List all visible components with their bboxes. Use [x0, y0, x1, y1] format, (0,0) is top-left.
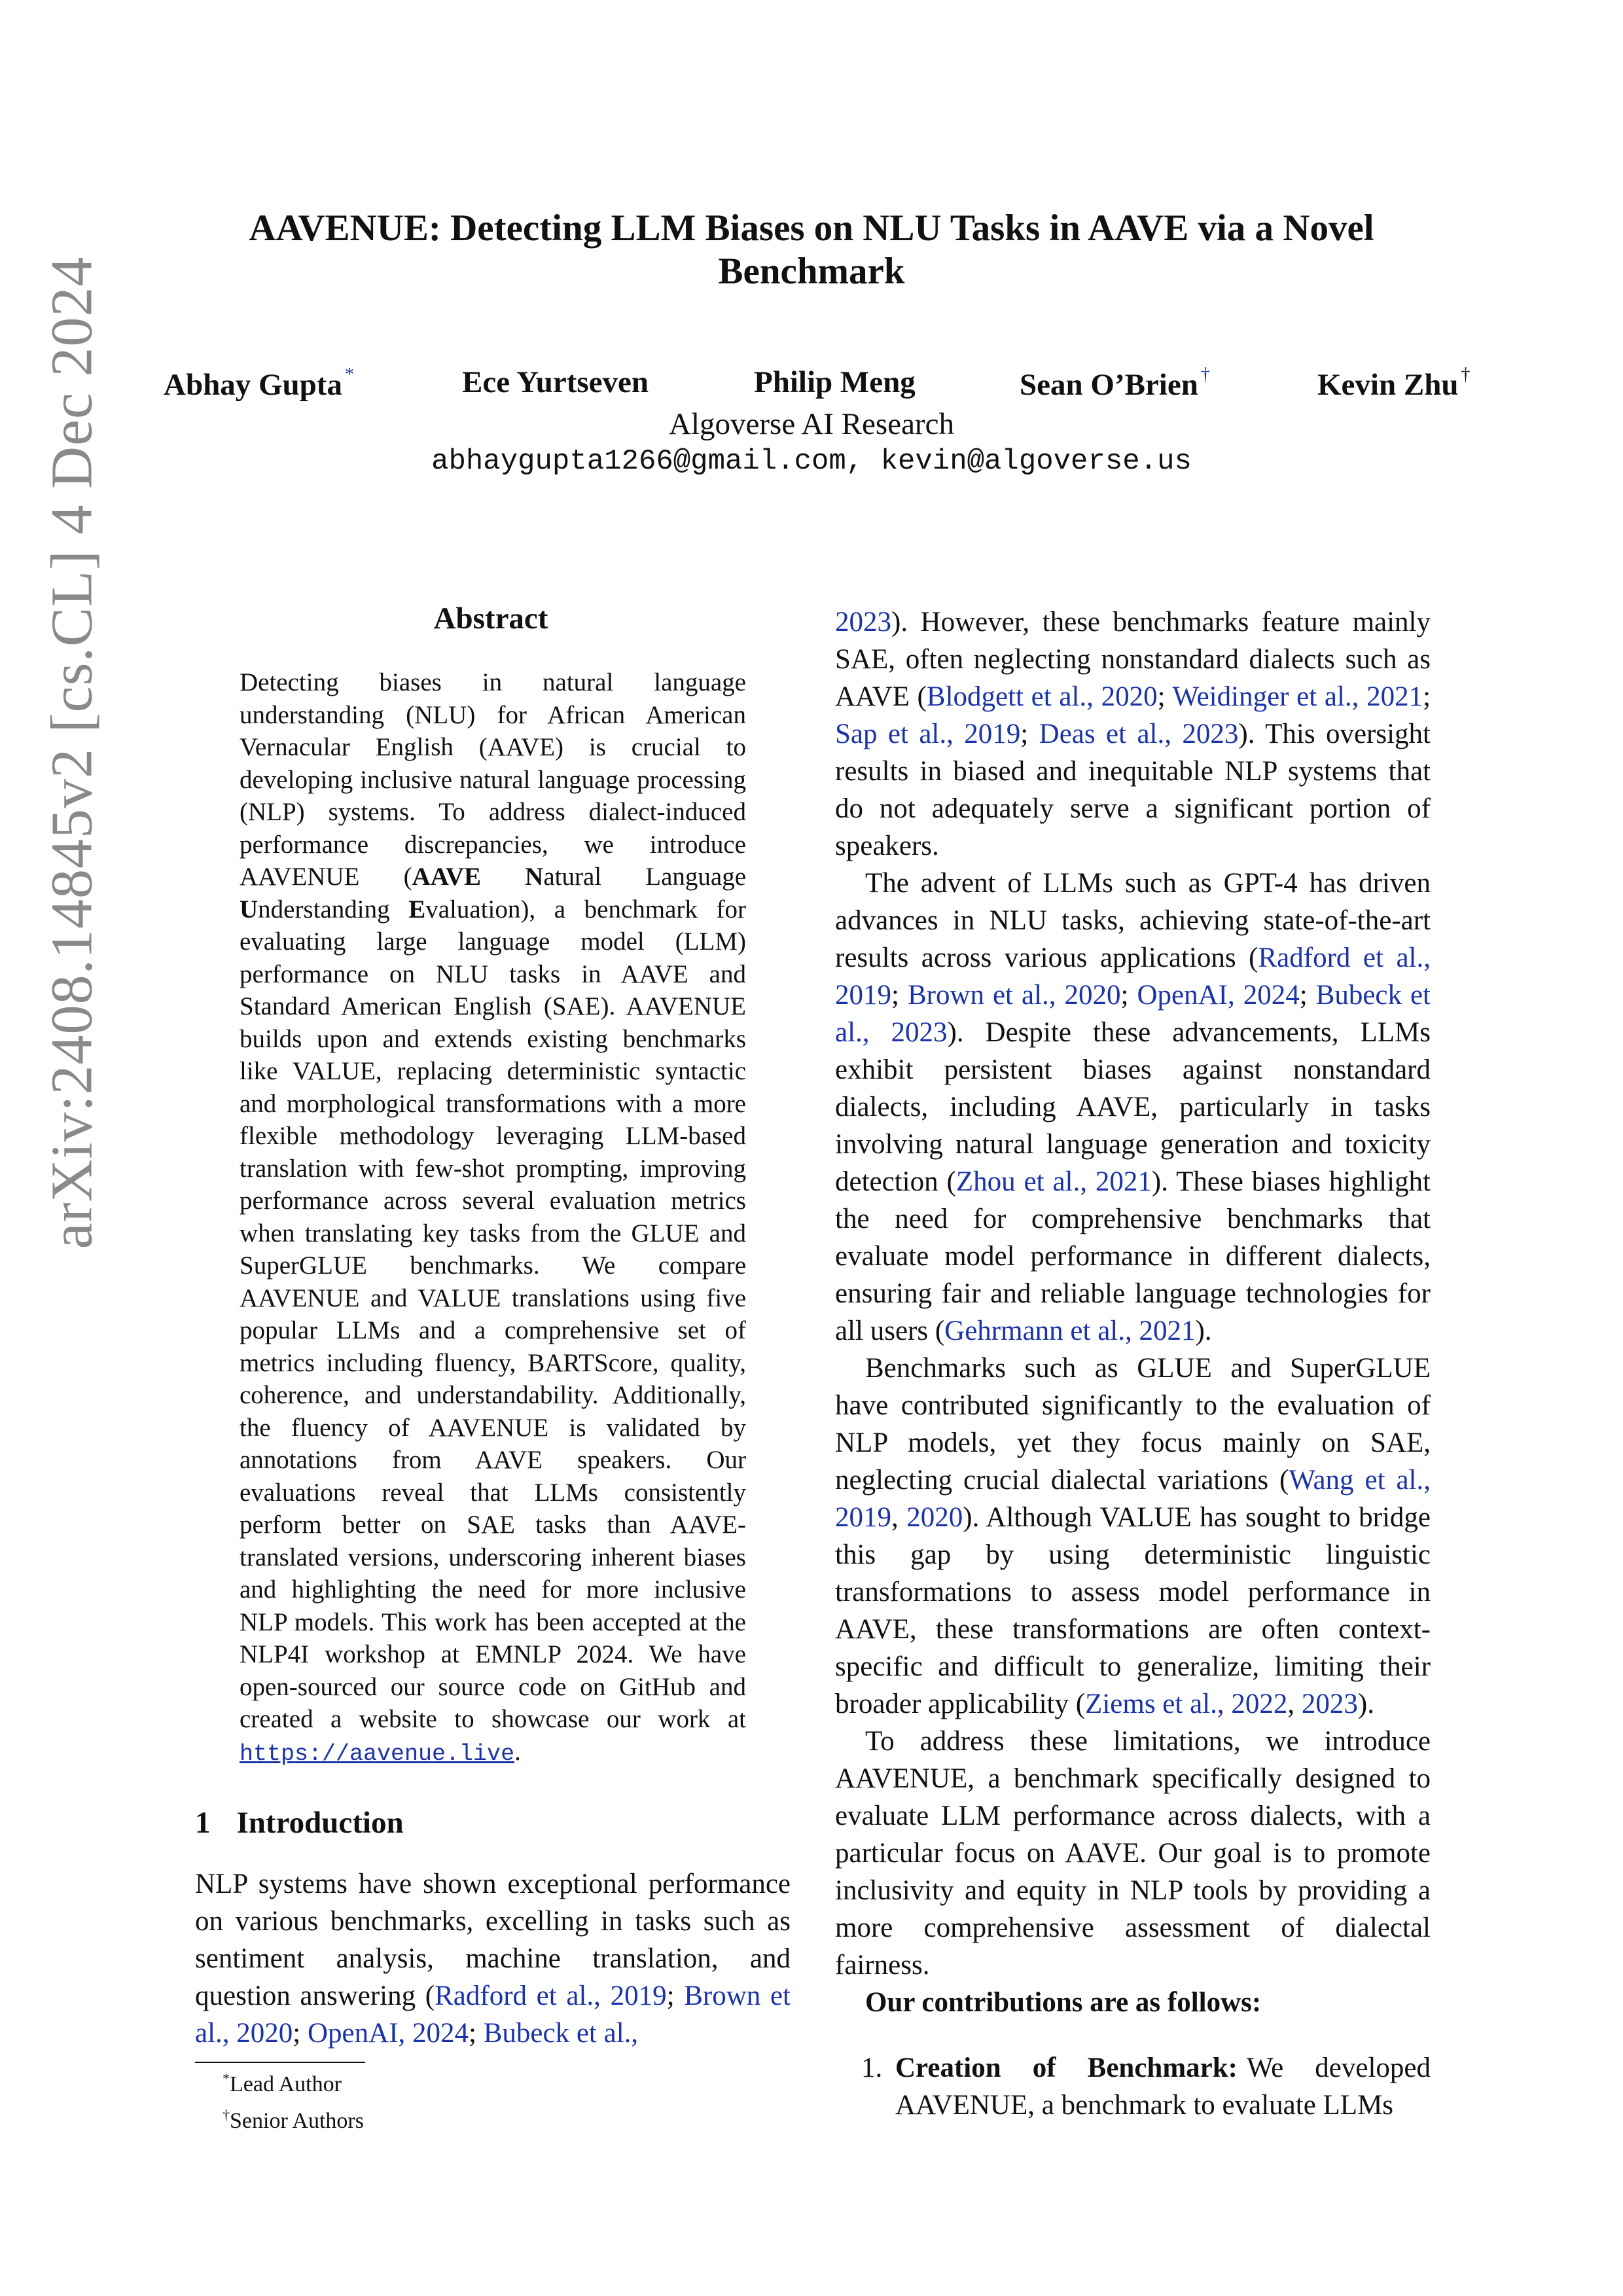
footnote [223, 2063, 364, 2100]
section-number: 1 [195, 1806, 211, 1840]
author-mark: † [1200, 365, 1210, 385]
text-run: ; [1120, 980, 1137, 1011]
citation-link[interactable]: Deas et al., 2023 [1039, 719, 1239, 749]
text-run: Benchmarks such as GLUE and SuperGLUE have contributed significantly to the evaluation of NLP models, yet they focus mainly on SAE, neglecting crucial dialectal variations ( [835, 1353, 1431, 1496]
right-column [835, 603, 1431, 2124]
footnote-mark: † [223, 2107, 230, 2123]
abstract-text [240, 666, 746, 1770]
text-run: ). These biases highlight the need for comprehensive benchmarks that evaluate model performance in different dialects, ensuring fair and reliable language technologies for all users ( [835, 1166, 1431, 1346]
footnotes [223, 2063, 364, 2136]
acronym-letter: U [240, 895, 259, 924]
citation-link[interactable]: Blodgett et al., 2020 [926, 681, 1158, 712]
citation-link[interactable]: Sap et al., 2019 [835, 719, 1021, 749]
citation-link[interactable]: Bubeck et al., 2023 [835, 980, 1431, 1048]
citation-link[interactable]: Brown et al., 2020 [907, 980, 1121, 1011]
author [754, 365, 916, 400]
arxiv-identifier: arXiv:2408.14845v2 [cs.CL] 4 Dec 2024 [39, 256, 105, 1249]
acronym-letter: AAVE [412, 863, 482, 891]
footnote [223, 2100, 364, 2136]
text-run: ). [1357, 1689, 1374, 1719]
contribution-text: We developed AAVENUE, a benchmark to evaluate LLMs [895, 2053, 1431, 2121]
author-emails: abhaygupta1266@gmail.com, kevin@algoverse.us [431, 445, 1192, 478]
author-name: Philip Meng [754, 365, 916, 399]
abstract-end: . [514, 1737, 521, 1766]
contribution-item [835, 2049, 1431, 2124]
text-run: , [891, 1502, 907, 1533]
citation-link[interactable]: Ziems et al., 2022 [1085, 1689, 1288, 1719]
citation-link[interactable]: Weidinger et al., 2021 [1172, 681, 1423, 712]
text-run: ; [1299, 980, 1316, 1011]
abstract-heading: Abstract [433, 601, 548, 636]
affiliation: Algoverse AI Research [669, 407, 954, 441]
citation-link[interactable]: Zhou et al., 2021 [955, 1166, 1152, 1197]
author [462, 365, 649, 400]
acronym-letter: E [408, 895, 426, 924]
author-mark: † [1461, 365, 1471, 385]
text-run: ; [1020, 719, 1039, 749]
text-run: The advent of LLMs such as GPT-4 has driven advances in NLU tasks, achieving state-of-the-art results across various applications ( [835, 868, 1431, 973]
author [1020, 365, 1210, 403]
author-mark: * [344, 365, 354, 385]
project-website-link[interactable]: https://aavenue.live [240, 1740, 515, 1767]
acronym-letter: N [525, 863, 544, 891]
intro-paragraph [195, 1865, 791, 2052]
citation-link[interactable]: 2023 [835, 607, 891, 637]
citation-link[interactable]: Brown et al., 2020 [195, 1981, 791, 2049]
citation-link[interactable]: OpenAI, 2024 [1137, 980, 1300, 1011]
abstract-part: ), a benchmark for evaluating large language model (LLM) performance on NLU tasks in AAVE and Standard American English (SAE). AAVENUE builds upon and extends existing benchmarks like VALUE, replacing deterministic syntactic and morphological transformations with a more flexible methodology leveraging LLM-based translation with few-shot prompting, improving performance across several evaluation metrics when translating key tasks from the GLUE and SuperGLUE benchmarks. We compare AAVENUE and VALUE translations using five popular LLMs and a comprehensive set of metrics including fluency, BARTScore, quality, coherence, and understandability. Additionally, the fluency of AAVENUE is validated by annotations from AAVE speakers. Our evaluations reveal that LLMs consistently perform better on SAE tasks than AAVE-translated versions, underscoring inherent biases and highlighting the need for more inclusive NLP models. This work has been accepted at the NLP4I workshop at EMNLP 2024. We have open-sourced our source code on GitHub and created a website to showcase our work at [240, 895, 746, 1733]
abstract-part: Detecting biases in natural language understanding (NLU) for African American Vernacular English (AAVE) is crucial to developing inclusive natural language processing (NLP) systems. To address dialect-induced performance discrepancies, we introduce AAVENUE ( [240, 668, 746, 891]
footnote-mark: * [223, 2070, 230, 2087]
list-number: 1. [861, 2053, 883, 2083]
footnote-text: Senior Authors [230, 2109, 364, 2133]
author-list [0, 365, 1623, 410]
author-name: Sean O’Brien [1020, 368, 1198, 402]
acronym-rest [481, 863, 525, 891]
body-paragraph [835, 865, 1431, 1350]
text-run: ). This oversight results in biased and inequitable NLP systems that do not adequately serve a significant portion of speakers. [835, 719, 1431, 861]
text-run: ; [293, 2018, 308, 2049]
acronym-rest: valuation [425, 895, 521, 924]
section-heading-introduction [195, 1805, 404, 1840]
section-title: Introduction [236, 1806, 404, 1840]
author-name: Ece Yurtseven [462, 365, 649, 399]
text-run: , [1287, 1689, 1302, 1719]
text-run: ; [1157, 681, 1173, 712]
citation-link[interactable]: 2023 [1301, 1689, 1358, 1719]
citation-link[interactable]: OpenAI, 2024 [308, 2018, 469, 2049]
author-name: Abhay Gupta [164, 368, 342, 402]
contributions-heading: Our contributions are as follows: [865, 1987, 1262, 2018]
citation-link[interactable]: Radford et al., 2019 [835, 942, 1431, 1011]
citation-link[interactable]: Gehrmann et al., 2021 [944, 1316, 1196, 1346]
text-run: ). [1195, 1316, 1212, 1346]
text-run: ). Although VALUE has sought to bridge this gap by using deterministic linguistic transformations to assess model performance in AAVE, these transformations are often context-specific and difficult to generalize, limiting their broader applicability ( [835, 1502, 1431, 1719]
footnote-text: Lead Author [230, 2072, 342, 2096]
acronym-rest: atural Language [543, 863, 746, 891]
citation-link[interactable]: Bubeck et al., [483, 2018, 639, 2049]
body-paragraph [835, 603, 1431, 865]
citation-link[interactable]: 2020 [906, 1502, 963, 1533]
text-run: ; [469, 2018, 484, 2049]
author-name: Kevin Zhu [1317, 368, 1459, 402]
body-paragraph [835, 1350, 1431, 1723]
text-run: ). Despite these advancements, LLMs exhibit persistent biases against nonstandard dialects, including AAVE, particularly in tasks involving natural language generation and toxicity detection ( [835, 1017, 1431, 1197]
text-run: NLP systems have shown exceptional performance on various benchmarks, excelling in tasks such as sentiment analysis, machine translation, and question answering ( [195, 1869, 791, 2011]
body-paragraph: To address these limitations, we introduce AAVENUE, a benchmark specifically designed to evaluate LLM performance across dialects, with a particular focus on AAVE. Our goal is to promote inclusivity and equity in NLP tools by providing a more comprehensive assessment of dialectal fairness. [835, 1726, 1431, 1981]
author [1317, 365, 1471, 403]
text-run: ; [1423, 681, 1431, 712]
citation-link[interactable]: Wang et al., 2019 [835, 1465, 1431, 1533]
text-run: ). However, these benchmarks feature mainly SAE, often neglecting nonstandard dialects such as AAVE ( [835, 607, 1431, 712]
contribution-title: Creation of Benchmark: [895, 2053, 1238, 2083]
text-run: ; [666, 1981, 685, 2011]
paper-title: AAVENUE: Detecting LLM Biases on NLU Tasks in AAVE via a Novel Benchmark [249, 207, 1374, 292]
citation-link[interactable]: Radford et al., 2019 [435, 1981, 667, 2011]
acronym-rest: nderstanding [258, 895, 409, 924]
text-run: ; [891, 980, 908, 1011]
author [164, 365, 354, 403]
